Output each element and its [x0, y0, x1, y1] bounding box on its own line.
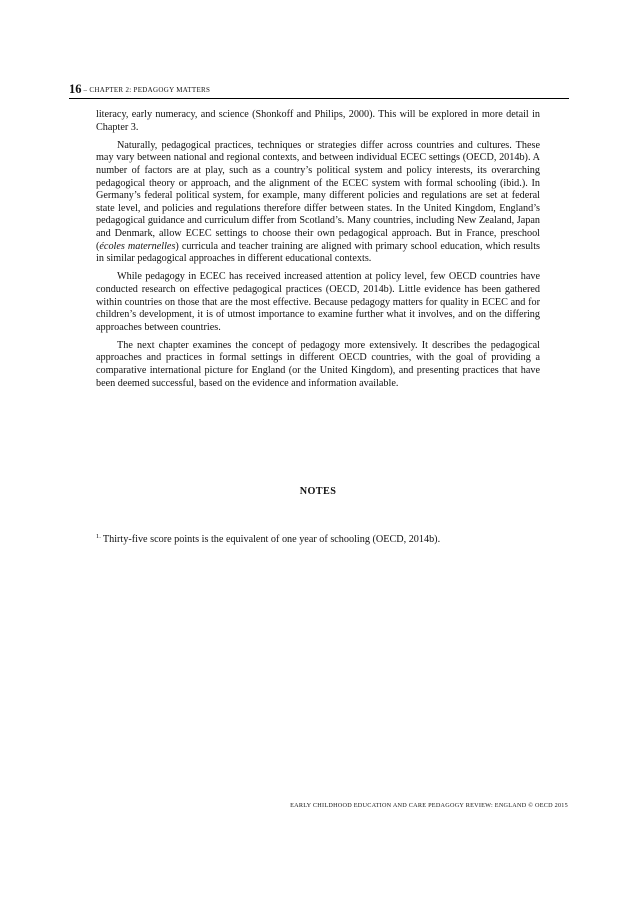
paragraph-2-italic-term: écoles maternelles: [99, 240, 176, 252]
body-text: [96, 109, 540, 396]
footnote-marker: 1.: [96, 533, 101, 540]
paragraph-4: The next chapter examines the concept of pedagogy more extensively. It describes the pedagogical approaches and practices in formal settings in different OECD countries, with the goal of providing a comparative international picture for England (or the United Kingdom), and presenting practices that have been deemed successful, based on the evidence and information available.: [96, 339, 540, 389]
paragraph-3: While pedagogy in ECEC has received increased attention at policy level, few OECD countries have conducted research on effective pedagogical practices (OECD, 2014b). Little evidence has been gathered within countries on those that are the most effective. Because pedagogy matters for quality in ECEC and for children’s development, it is of utmost importance to examine further what it involves, and on the differing approaches between countries.: [96, 271, 540, 333]
paragraph-2-part-a: Naturally, pedagogical practices, techniques or strategies differ across countries and cultures. These may vary between national and regional contexts, and between individual ECEC settings (OECD, 2014b). A number of factors are at play, such as a country’s political system and policy interests, its overarching pedagogical theory or approach, and the alignment of the ECEC system with formal schooling (ibid.). In Germany’s federal political system, for example, many different policies and regulations are set at federal state level, and policies and regulations therefore differ between states. In the United Kingdom, England’s pedagogical guidance and curriculum differ from Scotland’s. Many countries, including New Zealand, Japan and Denmark, allow ECEC settings to choose their own pedagogical approach. But in France, preschool (: [96, 139, 540, 252]
paragraph-1: literacy, early numeracy, and science (Shonkoff and Philips, 2000). This will be explored in more detail in Chapter 3.: [96, 109, 540, 133]
running-header: [69, 82, 569, 99]
footnote-text: Thirty-five score points is the equivalent of one year of schooling (OECD, 2014b).: [102, 534, 441, 545]
page-footer: EARLY CHILDHOOD EDUCATION AND CARE PEDAGOGY REVIEW: ENGLAND © OECD 2015: [290, 802, 568, 809]
footnote: [96, 530, 540, 546]
chapter-running-title: – CHAPTER 2: PEDAGOGY MATTERS: [81, 86, 211, 94]
paragraph-2-part-b: ) curricula and teacher training are aligned with primary school education, which results in similar pedagogical approaches in different educational contexts.: [96, 240, 540, 265]
page-number: 16: [69, 82, 82, 96]
notes-heading: NOTES: [299, 486, 337, 497]
paragraph-2: [96, 140, 540, 266]
